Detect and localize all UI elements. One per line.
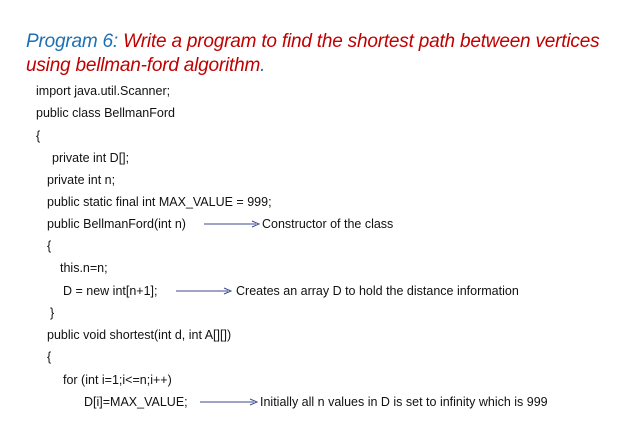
slide-title [26, 30, 616, 78]
code-line-field-n: private int n; [47, 173, 116, 187]
code-line-field-d: private int D[]; [52, 151, 130, 165]
code-line-import: import java.util.Scanner; [36, 84, 171, 98]
annotation-constructor: Constructor of the class [262, 217, 394, 231]
code-line-shortest-method: public void shortest(int d, int A[][]) [47, 328, 232, 342]
code-line-class-decl: public class BellmanFord [36, 106, 175, 120]
arrow-right-icon [176, 286, 232, 296]
code-line-max-value: public static final int MAX_VALUE = 999; [47, 195, 272, 209]
code-line-method-open-brace: { [47, 350, 52, 364]
code-line-assign-n: this.n=n; [60, 261, 108, 275]
annotation-init-infinity: Initially all n values in D is set to infinity which is 999 [260, 395, 548, 409]
code-line-for-loop: for (int i=1;i<=n;i++) [63, 373, 172, 387]
program-label: Program 6: [26, 31, 124, 52]
annotation-array-d: Creates an array D to hold the distance information [236, 284, 519, 298]
code-line-new-array: D = new int[n+1]; [63, 284, 158, 298]
code-line-open-brace: { [36, 129, 41, 143]
title-period: . [260, 55, 266, 76]
code-line-init-d: D[i]=MAX_VALUE; [84, 395, 188, 409]
program-description: Write a program to find the shortest path between vertices using bellman-ford algorithm [26, 31, 600, 76]
arrow-right-icon [204, 219, 260, 229]
code-line-constructor-open-brace: { [47, 239, 52, 253]
code-line-constructor: public BellmanFord(int n) [47, 217, 186, 231]
arrow-right-icon [200, 397, 258, 407]
code-line-constructor-close-brace: } [50, 306, 55, 320]
